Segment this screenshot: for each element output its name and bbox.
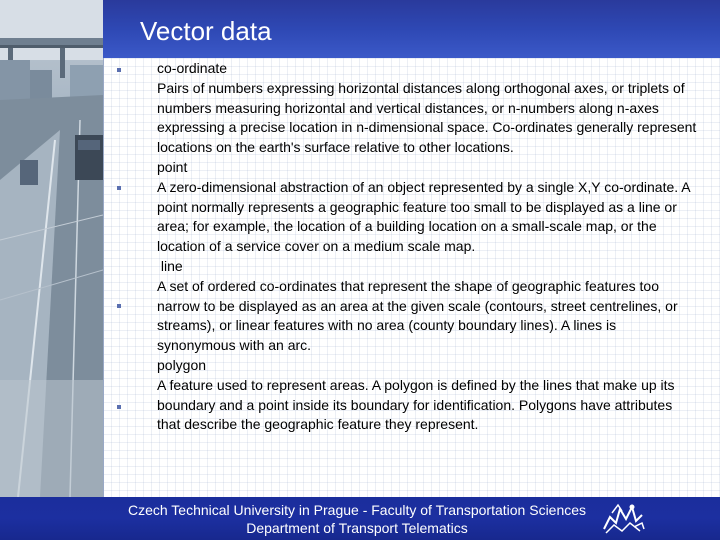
highway-photo-icon (0, 0, 103, 497)
term-heading: polygon (157, 356, 207, 373)
title-band (103, 0, 720, 58)
bullet-icon (117, 68, 121, 72)
definition-list (157, 59, 697, 435)
footer-band (0, 497, 720, 540)
term-definition: A zero-dimensional abstraction of an object represented by a single X,Y co-ordinate. A point normally represents a geographic feature too small to be displayed as a line or area; for example, the location of a building location on a small-scale map, or the location of a service cover on a medium scale map. (157, 178, 690, 255)
list-item (157, 356, 697, 435)
term-definition: A feature used to represent areas. A polygon is defined by the lines that make up its boundary and a point inside its boundary for identification. Polygons have attributes that describe the geographic feature they represent. (157, 376, 675, 433)
footer-department: Department of Transport Telematics (246, 519, 468, 536)
term-heading: point (157, 158, 188, 175)
bullet-icon (117, 186, 121, 190)
term-definition: Pairs of numbers expressing horizontal distances along orthogonal axes, or triplets of numbers measuring horizontal and vertical distances, or n-numbers along n-axes expressing a precise location in n-dimensional space. Co-ordinates generally represent locations on the earth's surface relative to other locations. (157, 79, 697, 156)
term-definition: A set of ordered co-ordinates that represent the shape of geographic features too narrow to be displayed as an area at the given scale (contours, street centrelines, or streams), or linear features with no area (county boundary lines). A lines is synonymous with an arc. (157, 277, 678, 354)
sidebar-photo (0, 0, 103, 497)
university-logo-icon (598, 499, 648, 537)
slide-title: Vector data (140, 16, 272, 46)
footer-university: Czech Technical University in Prague - Faculty of Transportation Sciences (127, 502, 587, 518)
list-item (157, 257, 697, 356)
footer-text (127, 502, 587, 537)
term-heading: co-ordinate (157, 60, 228, 76)
bullet-icon (117, 304, 121, 308)
list-item (157, 158, 697, 257)
content-divider (103, 58, 104, 497)
bullet-icon (117, 405, 121, 409)
list-item (157, 59, 697, 158)
term-heading: line (157, 257, 183, 274)
